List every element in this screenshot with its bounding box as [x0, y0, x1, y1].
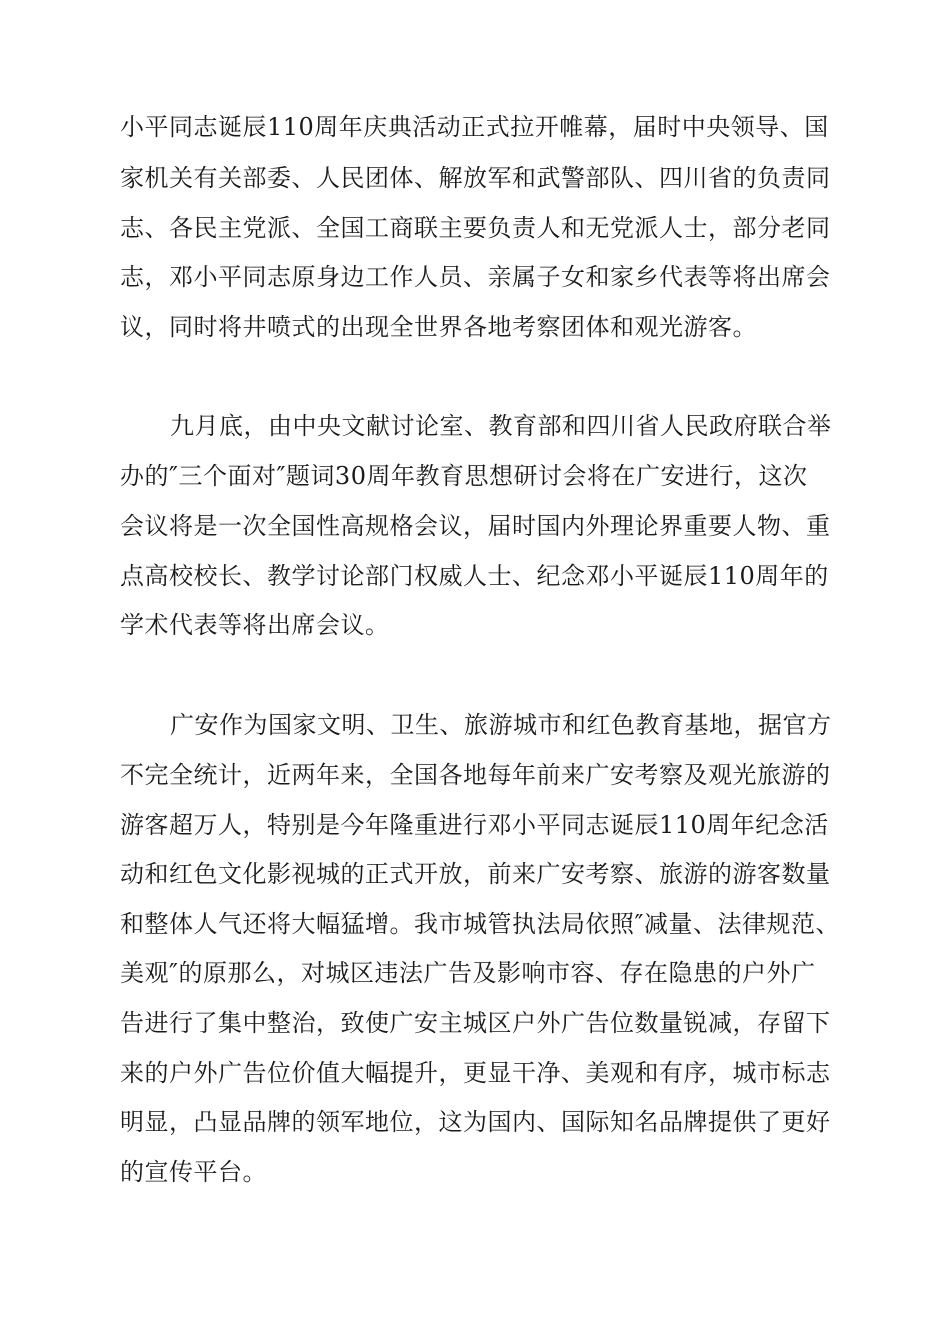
paragraph-3-line-8: 来的户外广告位价值大幅提升，更显干净、美观和有序，城市标志: [120, 1059, 831, 1087]
paragraph-3-line-2: 不完全统计，近两年来，全国各地每年前来广安考察及观光旅游的: [120, 761, 831, 789]
paragraph-3-line-4: 动和红色文化影视城的正式开放，前来广安考察、旅游的游客数量: [120, 860, 831, 888]
paragraph-3-line-6: 美观″的原那么，对城区违法广告及影响市容、存在隐患的户外广: [120, 959, 816, 987]
paragraph-1-line-2: 家机关有关部委、人民团体、解放军和武警部队、四川省的负责同: [120, 164, 831, 192]
paragraph-1-line-5: 议，同时将井喷式的出现全世界各地考察团体和观光游客。: [120, 313, 757, 341]
paragraph-3-line-7: 告进行了集中整治，致使广安主城区户外广告位数量锐减，存留下: [120, 1009, 831, 1037]
paragraph-2-line-1: 九月底，由中央文献讨论室、教育部和四川省人民政府联合举: [170, 412, 832, 440]
paragraph-1-line-3: 志、各民主党派、全国工商联主要负责人和无党派人士，部分老同: [120, 214, 831, 242]
paragraph-2-line-3: 会议将是一次全国性高规格会议，届时国内外理论界重要人物、重: [120, 512, 831, 540]
paragraph-2-line-5: 学术代表等将出席会议。: [120, 611, 390, 639]
paragraph-3-line-1: 广安作为国家文明、卫生、旅游城市和红色教育基地，据官方: [170, 711, 832, 739]
paragraph-3-line-10: 的宣传平台。: [120, 1158, 267, 1186]
paragraph-3-line-9: 明显，凸显品牌的领军地位，这为国内、国际知名品牌提供了更好: [120, 1108, 831, 1136]
paragraph-1-line-4: 志，邓小平同志原身边工作人员、亲属子女和家乡代表等将出席会: [120, 263, 831, 291]
paragraph-3-line-3: 游客超万人，特别是今年隆重进行邓小平同志诞辰110周年纪念活: [120, 811, 829, 839]
paragraph-1-line-1: 小平同志诞辰110周年庆典活动正式拉开帷幕，届时中央领导、国: [120, 113, 829, 141]
paragraph-2-line-4: 点高校校长、教学讨论部门权威人士、纪念邓小平诞辰110周年的: [120, 562, 829, 590]
paragraph-3-line-5: 和整体人气还将大幅猛增。我市城管执法局依照″减量、法律规范、: [120, 910, 840, 938]
paragraph-2-line-2: 办的″三个面对″题词30周年教育思想研讨会将在广安进行，这次: [120, 462, 808, 490]
